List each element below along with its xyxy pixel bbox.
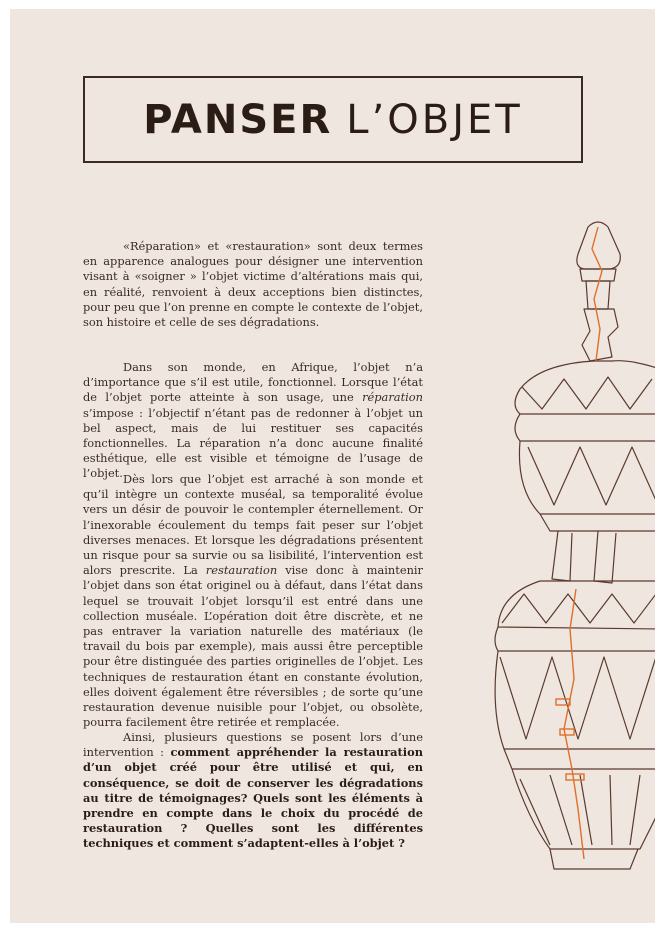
paragraph-4-part-a: Ainsi, plusieurs questions se posent lors d’une intervention : (83, 730, 423, 760)
paragraph-4 (83, 730, 423, 852)
repair-line-body (564, 589, 584, 859)
page (10, 9, 655, 923)
neck-post-mid (594, 531, 616, 583)
finial-knot (582, 309, 618, 361)
neck-post-left (552, 531, 572, 581)
lid-dome (515, 361, 655, 414)
paragraph-2-text (83, 360, 423, 482)
paragraph-3-part-a: Dès lors que l’objet est arraché à son monde et qu’il intègre un contexte muséal, sa temporalité évolue vers un désir de pouvoir le contempler éternellement. Or l’inexorable écoulement du temps fait peser sur l’objet diverses menaces. Et lorsque les dégradations présentent un risque pour sa survie ou sa lisibilité, l’intervention est alors prescrite. La (83, 472, 423, 578)
repair-staple-2 (560, 729, 574, 735)
paragraph-2-part-a: Dans son monde, en Afrique, l’objet n’a d’importance que s’il est utile, fonctionnel. Lorsque l’état de l’objet porte atteinte à son usage, une (83, 360, 423, 405)
repair-marks-icon (556, 227, 602, 859)
paragraph-1 (83, 239, 423, 330)
paragraph-4-questions: comment appréhender la restauration d’un objet créé pour être utilisé et qui, en conséquence, se doit de conserver les dégradations au titre de témoignages? Quels sont les éléments à prendre en compte dans le choix du procédé de restauration ? Quelles sont les différentes techniques et comment s’adaptent-elles à l’objet ? (83, 745, 423, 851)
paragraph-2-part-b: s’impose : l’objectif n’étant pas de redonner à l’objet un bel aspect, mais de lui restituer ses capacités fonctionnelles. La réparation n’a donc aucune finalité esthétique, elle est visible et témoigne de l’usage de l’objet. (83, 405, 423, 481)
title-box (83, 76, 583, 163)
paragraph-1-text: «Réparation» et «restauration» sont deux termes en apparence analogues pour désigner une intervention visant à «soigner » l’objet victime d’altérations mais qui, en réalité, renvoient à deux acceptions bien distinctes, pour peu que l’on prenne en compte le contexte de l’objet, son histoire et celle de ses dégradations. (83, 239, 423, 330)
lidded-vessel-illustration-icon (480, 209, 655, 879)
paragraph-3-emphasis: restauration (205, 563, 278, 578)
title-bold: PANSER (143, 96, 333, 143)
paragraph-3-part-b: vise donc à maintenir l’objet dans son état originel ou à défaut, dans l’état dans lequel se trouvait l’objet lorsqu’il est entré dans une collection muséale. L’opération doit être discrète, et ne pas entraver la variation naturelle des matériaux (le travail du bois par exemple), mais aussi être perceptible pour être distinguée des parties originelles de l’objet. Les techniques de restauration étant en constante évolution, elles doivent également être réversibles ; de sorte qu’une restauration devenue nuisible pour l’objet, ou obsolète, pourra facilement être retirée et remplacée. (83, 563, 423, 730)
lid-band-2 (540, 514, 655, 531)
finial-band (580, 269, 616, 281)
pot-band-1 (495, 627, 655, 651)
pot-band-2 (504, 749, 655, 769)
pot-base-lines (520, 775, 640, 845)
title-light: L’OBJET (346, 96, 523, 143)
repair-line-top (592, 227, 602, 361)
paragraph-3 (83, 472, 423, 730)
pot-triangles-1 (502, 594, 655, 623)
paragraph-3-text (83, 472, 423, 730)
lid-band-1 (515, 414, 655, 441)
pot-foot (550, 849, 638, 869)
paragraph-4-text (83, 730, 423, 852)
lid-triangles (528, 447, 655, 505)
paragraph-2 (83, 360, 423, 482)
pot-triangles-2 (500, 657, 655, 739)
paragraph-2-emphasis: réparation (362, 390, 423, 405)
repair-staple-1 (556, 699, 570, 705)
lid-triangles-2 (522, 377, 652, 409)
